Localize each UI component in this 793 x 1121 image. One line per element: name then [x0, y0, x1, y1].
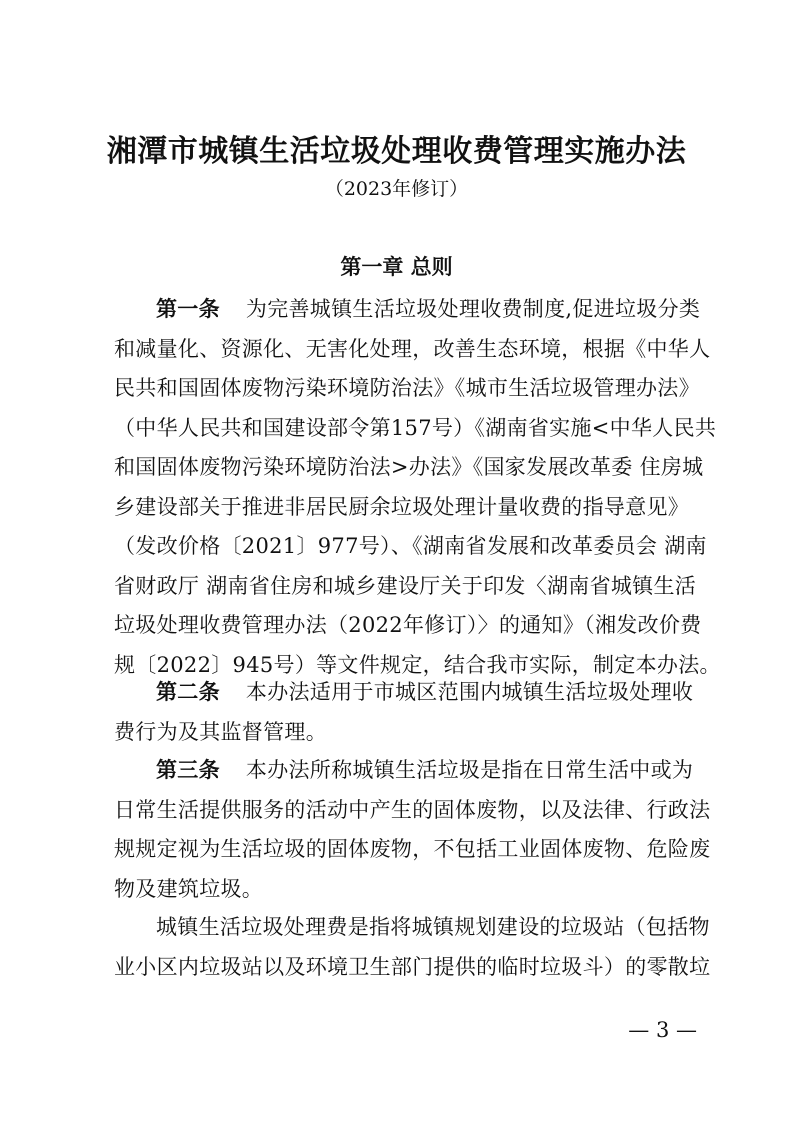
- article-1-line: [114, 290, 701, 330]
- article-2-paragraph: [114, 673, 694, 752]
- article-1-line: 规〔2022〕945号）等文件规定，结合我市实际，制定本办法。: [114, 652, 721, 677]
- article-1-label: 第一条: [156, 297, 220, 321]
- article-1-line: （中华人民共和国建设部令第157号）《湖南省实施<中华人民共: [114, 415, 717, 440]
- article-1-line: 和国固体废物污染环境防治法>办法》《国家发展改革委 住房城: [114, 455, 704, 479]
- paragraph-4: [114, 908, 711, 987]
- article-1-line: 民共和国固体废物污染环境防治法》《城市生活垃圾管理办法》: [114, 376, 700, 400]
- article-3-line: [114, 751, 694, 791]
- document-subtitle: （2023年修订）: [324, 178, 469, 200]
- article-1-paragraph: [114, 290, 721, 685]
- article-3-line: 规规定视为生活垃圾的固体废物，不包括工业固体废物、危险废: [114, 837, 711, 861]
- article-2-text: 本办法适用于市城区范围内城镇生活垃圾处理收: [245, 680, 694, 704]
- article-3-line: 物及建筑垃圾。: [114, 876, 264, 901]
- article-2-line: [114, 673, 694, 713]
- article-3-line: 日常生活提供服务的活动中产生的固体废物，以及法律、行政法: [114, 797, 711, 822]
- chapter-heading: 第一章 总则: [340, 255, 453, 279]
- article-1-line: 和减量化、资源化、无害化处理，改善生态环境，根据《中华人: [114, 336, 711, 361]
- article-1-line: 垃圾处理收费管理办法（2022年修订）〉的通知》（湘发改价费: [114, 613, 702, 637]
- article-3-paragraph: [114, 751, 711, 909]
- page-number: — 3 —: [628, 1018, 697, 1042]
- article-2-label: 第二条: [156, 680, 220, 704]
- article-1-line: 乡建设部关于推进非居民厨余垃圾处理计量收费的指导意见》: [114, 494, 690, 519]
- paragraph-4-line: 业小区内垃圾站以及环境卫生部门提供的临时垃圾斗）的零散垃: [114, 954, 711, 979]
- article-1-line: 省财政厅 湖南省住房和城乡建设厅关于印发〈湖南省城镇生活: [114, 573, 697, 598]
- article-1-text: 为完善城镇生活垃圾处理收费制度,促进垃圾分类: [245, 297, 701, 321]
- article-3-text: 本办法所称城镇生活垃圾是指在日常生活中或为: [245, 758, 694, 782]
- article-3-label: 第三条: [156, 758, 220, 782]
- paragraph-4-line: 城镇生活垃圾处理费是指将城镇规划建设的垃圾站（包括物: [156, 915, 710, 939]
- document-title: 湘潭市城镇生活垃圾处理收费管理实施办法: [106, 134, 687, 169]
- article-1-line: （发改价格〔2021〕977号）、《湖南省发展和改革委员会 湖南: [114, 534, 707, 558]
- article-2-line: 费行为及其监督管理。: [114, 719, 327, 744]
